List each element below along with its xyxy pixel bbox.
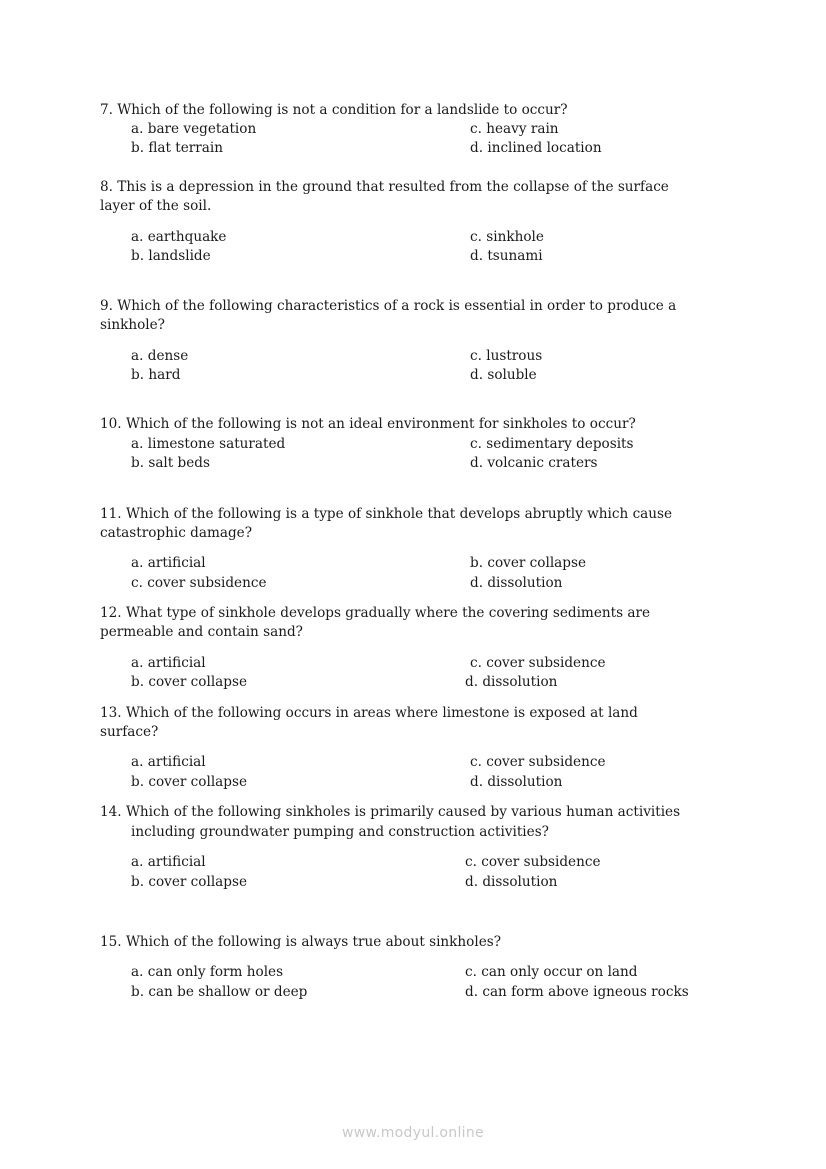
answer-option: c. sinkhole <box>470 229 544 245</box>
question-text: 10. Which of the following is not an ideal environment for sinkholes to occur? <box>100 416 636 432</box>
answer-option: c. heavy rain <box>470 121 559 137</box>
answer-option: a. artificial <box>131 854 206 870</box>
question-text: permeable and contain sand? <box>100 624 303 640</box>
answer-option: a. dense <box>131 348 189 364</box>
watermark: www.modyul.online <box>342 1125 484 1141</box>
answer-option: b. can be shallow or deep <box>131 984 308 1000</box>
question-text: 7. Which of the following is not a condition for a landslide to occur? <box>100 102 568 118</box>
question-text: layer of the soil. <box>100 198 212 214</box>
answer-option: a. limestone saturated <box>131 436 286 452</box>
answer-option: a. artificial <box>131 555 206 571</box>
answer-option: a. bare vegetation <box>131 121 257 137</box>
answer-option: b. flat terrain <box>131 140 224 156</box>
question-text: 11. Which of the following is a type of sinkhole that develops abruptly which cause <box>100 506 673 522</box>
question-text: 13. Which of the following occurs in areas where limestone is exposed at land <box>100 705 638 721</box>
question-text: including groundwater pumping and construction activities? <box>131 824 549 840</box>
answer-option: b. landslide <box>131 248 211 264</box>
answer-option: c. lustrous <box>470 348 543 364</box>
answer-option: b. cover collapse <box>131 674 248 690</box>
question-text: 9. Which of the following characteristics of a rock is essential in order to produce a <box>100 298 677 314</box>
question-text: 12. What type of sinkhole develops gradually where the covering sediments are <box>100 605 651 621</box>
answer-option: a. artificial <box>131 655 206 671</box>
question-text: catastrophic damage? <box>100 525 252 541</box>
answer-option: b. hard <box>131 367 181 383</box>
answer-option: d. soluble <box>470 367 537 383</box>
answer-option: b. cover collapse <box>470 555 587 571</box>
question-text: 14. Which of the following sinkholes is primarily caused by various human activities <box>100 804 681 820</box>
answer-option: d. can form above igneous rocks <box>465 984 689 1000</box>
question-text: 8. This is a depression in the ground that resulted from the collapse of the surface <box>100 179 669 195</box>
answer-option: a. can only form holes <box>131 964 284 980</box>
answer-option: c. cover subsidence <box>465 854 601 870</box>
answer-option: a. artificial <box>131 754 206 770</box>
answer-option: c. cover subsidence <box>470 754 606 770</box>
answer-option: a. earthquake <box>131 229 227 245</box>
answer-option: b. cover collapse <box>131 774 248 790</box>
answer-option: b. salt beds <box>131 455 210 471</box>
answer-option: c. sedimentary deposits <box>470 436 634 452</box>
answer-option: d. dissolution <box>470 575 563 591</box>
answer-option: d. inclined location <box>470 140 602 156</box>
answer-option: c. cover subsidence <box>470 655 606 671</box>
answer-option: d. dissolution <box>465 874 558 890</box>
answer-option: c. can only occur on land <box>465 964 638 980</box>
question-text: surface? <box>100 724 159 740</box>
answer-option: c. cover subsidence <box>131 575 267 591</box>
question-text: 15. Which of the following is always true about sinkholes? <box>100 934 502 950</box>
answer-option: b. cover collapse <box>131 874 248 890</box>
question-text: sinkhole? <box>100 317 165 333</box>
answer-option: d. tsunami <box>470 248 543 264</box>
answer-option: d. volcanic craters <box>470 455 598 471</box>
answer-option: d. dissolution <box>465 674 558 690</box>
answer-option: d. dissolution <box>470 774 563 790</box>
